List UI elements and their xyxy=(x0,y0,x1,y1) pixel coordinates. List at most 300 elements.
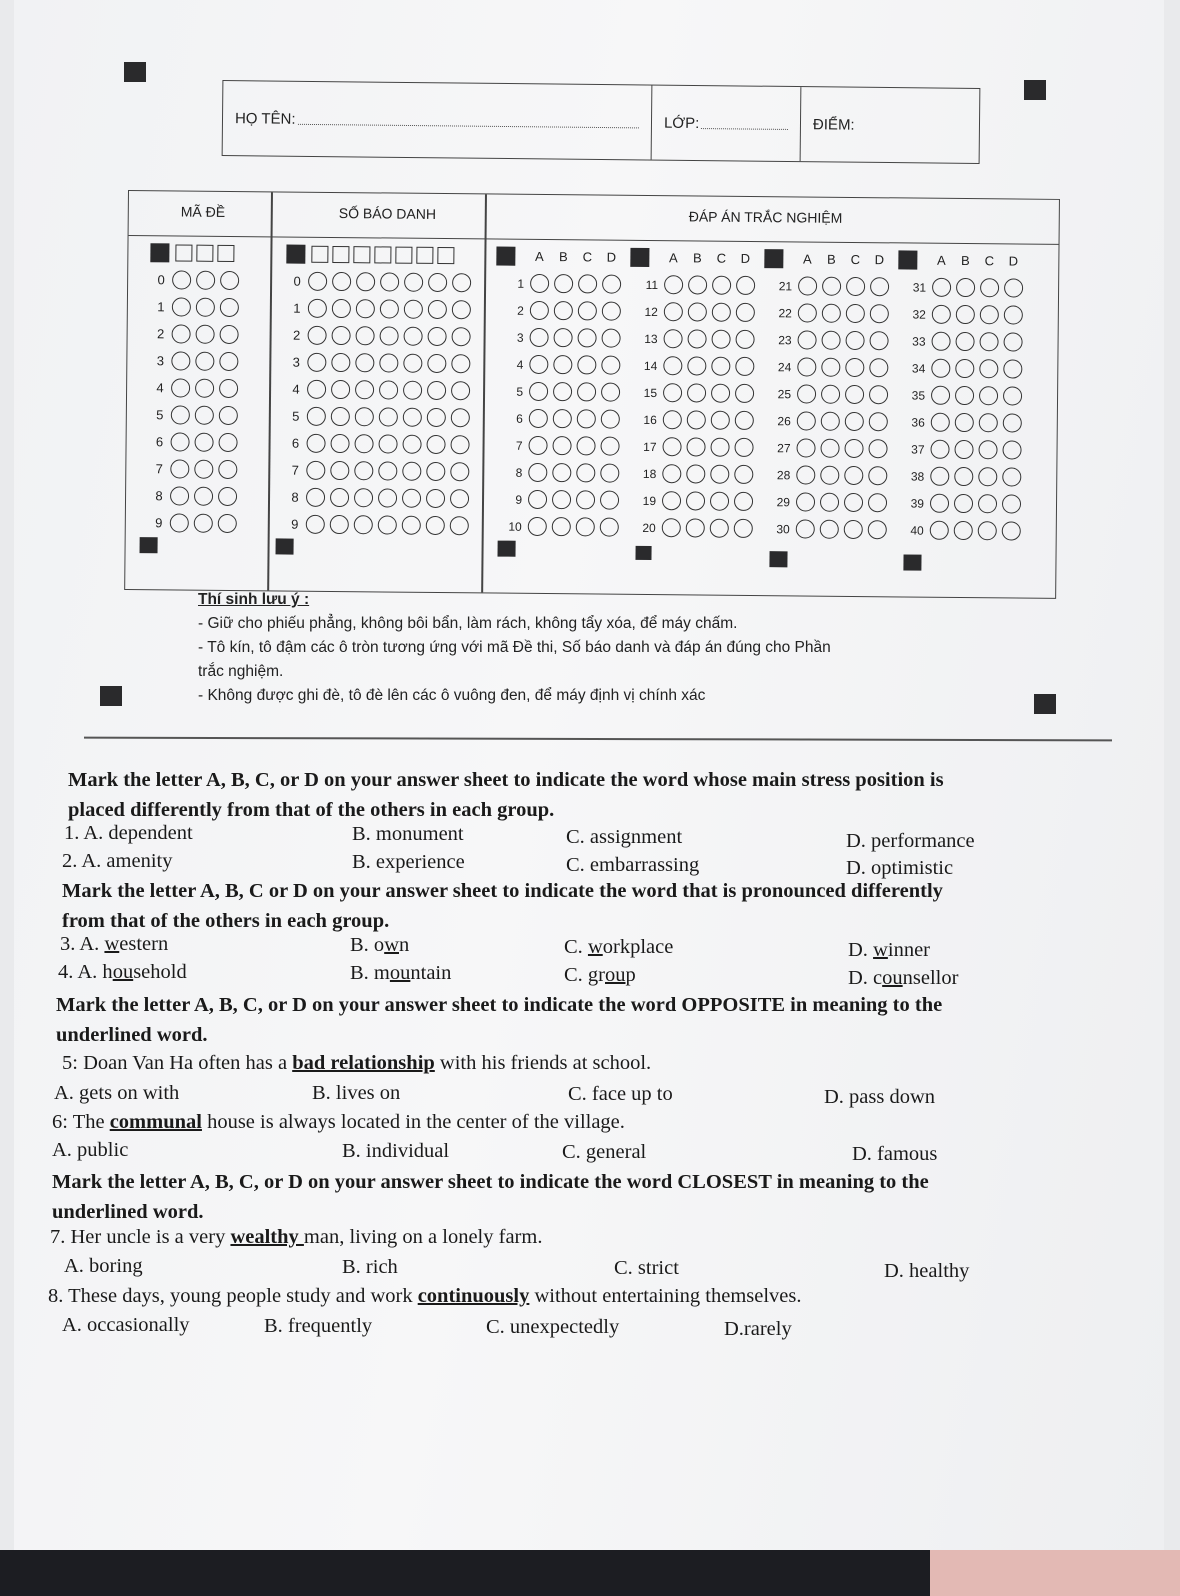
answer-bubble[interactable] xyxy=(530,274,549,293)
answer-bubble[interactable] xyxy=(426,435,445,454)
answer-row xyxy=(628,460,758,488)
answer-bubble[interactable] xyxy=(664,275,683,294)
answer-bubble[interactable] xyxy=(194,460,213,479)
answer-bubble[interactable] xyxy=(932,305,951,324)
answer-bubble[interactable] xyxy=(195,379,214,398)
notes-line: - Không được ghi đè, tô đè lên các ô vuông đen, để máy định vị chính xác xyxy=(198,687,706,704)
answer-bubble[interactable] xyxy=(307,380,326,399)
sbd-write-box[interactable] xyxy=(437,247,454,264)
answer-bubble[interactable] xyxy=(735,384,754,403)
answer-bubble[interactable] xyxy=(870,277,889,296)
answer-bubble[interactable] xyxy=(451,354,470,373)
answer-bubble[interactable] xyxy=(930,521,949,540)
answer-bubble[interactable] xyxy=(600,437,619,456)
answer-bubble[interactable] xyxy=(868,520,887,539)
answer-bubble[interactable] xyxy=(428,327,447,346)
answer-bubble[interactable] xyxy=(308,326,327,345)
answer-bubble[interactable] xyxy=(578,328,597,347)
answer-bubble[interactable] xyxy=(796,465,815,484)
answer-bubble[interactable] xyxy=(529,382,548,401)
registration-mark xyxy=(635,546,651,560)
answer-bubble[interactable] xyxy=(553,409,572,428)
answer-bubble[interactable] xyxy=(330,461,349,480)
ma-de-write-box[interactable] xyxy=(196,245,213,262)
answer-bubble[interactable] xyxy=(577,409,596,428)
answer-bubble[interactable] xyxy=(688,329,707,348)
answer-bubble[interactable] xyxy=(451,381,470,400)
answer-bubble[interactable] xyxy=(306,461,325,480)
sbd-write-box[interactable] xyxy=(416,247,433,264)
answer-bubble[interactable] xyxy=(869,331,888,350)
answer-bubble[interactable] xyxy=(403,381,422,400)
answer-bubble[interactable] xyxy=(846,277,865,296)
answer-bubble[interactable] xyxy=(822,277,841,296)
answer-bubble[interactable] xyxy=(426,462,445,481)
answer-bubble[interactable] xyxy=(306,434,325,453)
q7-option-a: A. boring xyxy=(64,1255,143,1277)
answer-row xyxy=(896,462,1026,490)
answer-bubble[interactable] xyxy=(662,518,681,537)
answer-bubble[interactable] xyxy=(931,386,950,405)
sbd-write-box[interactable] xyxy=(374,246,391,263)
answer-bubble[interactable] xyxy=(663,410,682,429)
digit-label: 2 xyxy=(292,327,301,343)
answer-bubble[interactable] xyxy=(662,491,681,510)
answer-bubble[interactable] xyxy=(664,329,683,348)
answer-bubble[interactable] xyxy=(427,381,446,400)
answer-bubble[interactable] xyxy=(355,353,374,372)
answer-bubble[interactable] xyxy=(820,520,839,539)
answer-bubble[interactable] xyxy=(380,299,399,318)
answer-bubble[interactable] xyxy=(553,382,572,401)
answer-bubble[interactable] xyxy=(663,356,682,375)
answer-bubble[interactable] xyxy=(869,385,888,404)
answer-bubble[interactable] xyxy=(600,464,619,483)
answer-bubble[interactable] xyxy=(1002,521,1021,540)
answer-bubble[interactable] xyxy=(980,278,999,297)
answer-bubble[interactable] xyxy=(218,433,237,452)
answer-bubble[interactable] xyxy=(687,410,706,429)
answer-bubble[interactable] xyxy=(662,437,681,456)
answer-bubble[interactable] xyxy=(955,413,974,432)
answer-bubble[interactable] xyxy=(552,490,571,509)
answer-bubble[interactable] xyxy=(1002,467,1021,486)
answer-bubble[interactable] xyxy=(820,439,839,458)
answer-bubble[interactable] xyxy=(797,384,816,403)
answer-bubble[interactable] xyxy=(452,327,471,346)
q7-option-b: B. rich xyxy=(342,1256,398,1278)
answer-bubble[interactable] xyxy=(869,358,888,377)
answer-bubble[interactable] xyxy=(219,406,238,425)
answer-bubble[interactable] xyxy=(686,518,705,537)
answer-bubble[interactable] xyxy=(687,356,706,375)
answer-bubble[interactable] xyxy=(171,378,190,397)
answer-bubble[interactable] xyxy=(1002,494,1021,513)
choice-letter: C xyxy=(582,249,593,265)
answer-bubble[interactable] xyxy=(196,298,215,317)
answer-bubble[interactable] xyxy=(845,412,864,431)
answer-bubble[interactable] xyxy=(686,437,705,456)
answer-bubble[interactable] xyxy=(380,272,399,291)
answer-bubble[interactable] xyxy=(308,299,327,318)
answer-bubble[interactable] xyxy=(734,519,753,538)
answer-bubble[interactable] xyxy=(552,436,571,455)
answer-bubble[interactable] xyxy=(170,459,189,478)
answer-row xyxy=(630,271,760,299)
score-field[interactable] xyxy=(801,87,980,163)
name-field[interactable] xyxy=(223,81,653,159)
answer-bubble[interactable] xyxy=(378,515,397,534)
answer-bubble[interactable] xyxy=(380,326,399,345)
answer-bubble[interactable] xyxy=(552,463,571,482)
answer-bubble[interactable] xyxy=(330,434,349,453)
answer-bubble[interactable] xyxy=(798,276,817,295)
answer-bubble[interactable] xyxy=(554,328,573,347)
answer-bubble[interactable] xyxy=(379,407,398,426)
answer-bubble[interactable] xyxy=(686,464,705,483)
answer-bubble[interactable] xyxy=(195,352,214,371)
answer-bubble[interactable] xyxy=(552,517,571,536)
answer-bubble[interactable] xyxy=(710,519,729,538)
q6-option-c: C. general xyxy=(562,1141,647,1163)
answer-bubble[interactable] xyxy=(330,515,349,534)
answer-bubble[interactable] xyxy=(578,301,597,320)
answer-bubble[interactable] xyxy=(331,407,350,426)
answer-bubble[interactable] xyxy=(577,382,596,401)
answer-bubble[interactable] xyxy=(194,514,213,533)
answer-bubble[interactable] xyxy=(712,330,731,349)
answer-bubble[interactable] xyxy=(797,357,816,376)
answer-bubble[interactable] xyxy=(170,513,189,532)
answer-bubble[interactable] xyxy=(220,298,239,317)
answer-bubble[interactable] xyxy=(821,385,840,404)
answer-bubble[interactable] xyxy=(710,465,729,484)
answer-bubble[interactable] xyxy=(1004,305,1023,324)
digit-label: 3 xyxy=(156,353,165,369)
answer-bubble[interactable] xyxy=(662,464,681,483)
answer-bubble[interactable] xyxy=(736,330,755,349)
answer-bubble[interactable] xyxy=(868,439,887,458)
answer-bubble[interactable] xyxy=(306,515,325,534)
answer-bubble[interactable] xyxy=(426,516,445,535)
answer-bubble[interactable] xyxy=(978,521,997,540)
answer-bubble[interactable] xyxy=(844,439,863,458)
answer-bubble[interactable] xyxy=(218,487,237,506)
answer-bubble[interactable] xyxy=(712,276,731,295)
answer-bubble[interactable] xyxy=(1004,278,1023,297)
sbd-digit-row xyxy=(285,376,475,405)
answer-bubble[interactable] xyxy=(331,353,350,372)
answer-bubble[interactable] xyxy=(734,465,753,484)
answer-bubble[interactable] xyxy=(428,273,447,292)
answer-bubble[interactable] xyxy=(822,304,841,323)
answer-bubble[interactable] xyxy=(218,460,237,479)
answer-bubble[interactable] xyxy=(404,273,423,292)
answer-bubble[interactable] xyxy=(306,488,325,507)
ma-de-write-box[interactable] xyxy=(217,245,234,262)
answer-bubble[interactable] xyxy=(954,440,973,459)
answer-bubble[interactable] xyxy=(664,302,683,321)
answer-bubble[interactable] xyxy=(170,486,189,505)
sbd-digit-row xyxy=(284,511,474,540)
answer-bubble[interactable] xyxy=(736,303,755,322)
answer-bubble[interactable] xyxy=(979,386,998,405)
answer-bubble[interactable] xyxy=(404,300,423,319)
answer-bubble[interactable] xyxy=(528,490,547,509)
answer-bubble[interactable] xyxy=(978,494,997,513)
answer-bubble[interactable] xyxy=(844,466,863,485)
answer-bubble[interactable] xyxy=(1002,440,1021,459)
answer-row xyxy=(762,434,892,462)
answer-bubble[interactable] xyxy=(577,355,596,374)
answer-bubble[interactable] xyxy=(554,301,573,320)
answer-bubble[interactable] xyxy=(821,412,840,431)
answer-bubble[interactable] xyxy=(1003,332,1022,351)
answer-bubble[interactable] xyxy=(196,325,215,344)
answer-bubble[interactable] xyxy=(196,271,215,290)
answer-bubble[interactable] xyxy=(218,514,237,533)
answer-bubble[interactable] xyxy=(1003,386,1022,405)
answer-bubble[interactable] xyxy=(331,380,350,399)
answer-bubble[interactable] xyxy=(529,355,548,374)
answer-bubble[interactable] xyxy=(868,466,887,485)
section1-instruction xyxy=(68,765,944,825)
answer-bubble[interactable] xyxy=(530,301,549,320)
answer-bubble[interactable] xyxy=(601,356,620,375)
class-field[interactable] xyxy=(652,86,802,162)
answer-bubble[interactable] xyxy=(379,380,398,399)
answer-bubble[interactable] xyxy=(820,466,839,485)
answer-bubble[interactable] xyxy=(798,303,817,322)
answer-bubble[interactable] xyxy=(602,275,621,294)
answer-bubble[interactable] xyxy=(798,330,817,349)
answer-bubble[interactable] xyxy=(931,413,950,432)
answer-bubble[interactable] xyxy=(171,405,190,424)
answer-bubble[interactable] xyxy=(529,409,548,428)
answer-bubble[interactable] xyxy=(450,435,469,454)
question-number: 10 xyxy=(508,519,522,534)
answer-bubble[interactable] xyxy=(450,489,469,508)
answer-bubble[interactable] xyxy=(1003,359,1022,378)
answer-bubble[interactable] xyxy=(332,272,351,291)
answer-bubble[interactable] xyxy=(402,435,421,454)
answer-bubble[interactable] xyxy=(602,302,621,321)
answer-bubble[interactable] xyxy=(378,434,397,453)
answer-bubble[interactable] xyxy=(402,489,421,508)
sbd-write-box[interactable] xyxy=(332,246,349,263)
answer-bubble[interactable] xyxy=(451,408,470,427)
answer-bubble[interactable] xyxy=(330,488,349,507)
answer-bubble[interactable] xyxy=(602,329,621,348)
answer-bubble[interactable] xyxy=(171,351,190,370)
answer-bubble[interactable] xyxy=(404,327,423,346)
answer-row xyxy=(494,486,624,514)
answer-bubble[interactable] xyxy=(354,515,373,534)
answer-bubble[interactable] xyxy=(354,434,373,453)
answer-bubble[interactable] xyxy=(402,516,421,535)
ma-de-digit-row xyxy=(149,320,243,348)
answer-bubble[interactable] xyxy=(528,517,547,536)
q1-option-c: C. assignment xyxy=(566,826,683,848)
answer-bubble[interactable] xyxy=(172,270,191,289)
answer-bubble[interactable] xyxy=(378,488,397,507)
answer-bubble[interactable] xyxy=(869,412,888,431)
ma-de-write-box[interactable] xyxy=(175,244,192,261)
answer-bubble[interactable] xyxy=(576,517,595,536)
answer-bubble[interactable] xyxy=(796,519,815,538)
answer-bubble[interactable] xyxy=(354,488,373,507)
answer-bubble[interactable] xyxy=(307,353,326,372)
answer-bubble[interactable] xyxy=(736,276,755,295)
answer-bubble[interactable] xyxy=(601,410,620,429)
answer-bubble[interactable] xyxy=(845,331,864,350)
notes-title: Thí sinh lưu ý : xyxy=(198,591,310,608)
answer-bubble[interactable] xyxy=(797,411,816,430)
answer-bubble[interactable] xyxy=(686,491,705,510)
answer-bubble[interactable] xyxy=(978,467,997,486)
question-number: 36 xyxy=(911,415,925,430)
answer-bubble[interactable] xyxy=(378,461,397,480)
answer-bubble[interactable] xyxy=(402,462,421,481)
answer-bubble[interactable] xyxy=(356,299,375,318)
answer-bubble[interactable] xyxy=(845,358,864,377)
answer-bubble[interactable] xyxy=(710,492,729,511)
answer-bubble[interactable] xyxy=(307,407,326,426)
q6-option-b: B. individual xyxy=(342,1140,450,1162)
answer-bubble[interactable] xyxy=(956,305,975,324)
instruction-line: Mark the letter A, B, C, or D on your answer sheet to indicate the word CLOSEST in meaning to the xyxy=(52,1171,929,1193)
answer-bubble[interactable] xyxy=(576,463,595,482)
answer-bubble[interactable] xyxy=(219,352,238,371)
answer-bubble[interactable] xyxy=(452,273,471,292)
answer-bubble[interactable] xyxy=(954,494,973,513)
answer-bubble[interactable] xyxy=(845,385,864,404)
answer-bubble[interactable] xyxy=(687,383,706,402)
answer-bubble[interactable] xyxy=(796,438,815,457)
sbd-digit-row xyxy=(285,322,475,351)
answer-bubble[interactable] xyxy=(954,521,973,540)
answer-bubble[interactable] xyxy=(930,494,949,513)
answer-bubble[interactable] xyxy=(979,413,998,432)
answer-bubble[interactable] xyxy=(868,493,887,512)
answer-bubble[interactable] xyxy=(955,332,974,351)
answer-bubble[interactable] xyxy=(844,520,863,539)
sbd-write-box[interactable] xyxy=(311,246,328,263)
answer-bubble[interactable] xyxy=(711,357,730,376)
answer-bubble[interactable] xyxy=(846,304,865,323)
answer-bubble[interactable] xyxy=(955,359,974,378)
answer-bubble[interactable] xyxy=(332,299,351,318)
answer-bubble[interactable] xyxy=(710,438,729,457)
answer-bubble[interactable] xyxy=(711,384,730,403)
answer-bubble[interactable] xyxy=(427,408,446,427)
sbd-write-box[interactable] xyxy=(395,247,412,264)
answer-bubble[interactable] xyxy=(979,359,998,378)
answer-bubble[interactable] xyxy=(931,332,950,351)
answer-bubble[interactable] xyxy=(308,272,327,291)
answer-bubble[interactable] xyxy=(870,304,889,323)
answer-bubble[interactable] xyxy=(735,411,754,430)
answer-bubble[interactable] xyxy=(600,518,619,537)
answer-bubble[interactable] xyxy=(354,461,373,480)
divider xyxy=(84,737,1112,741)
answer-bubble[interactable] xyxy=(428,300,447,319)
answer-bubble[interactable] xyxy=(820,493,839,512)
answer-bubble[interactable] xyxy=(172,324,191,343)
answer-bubble[interactable] xyxy=(554,274,573,293)
answer-bubble[interactable] xyxy=(403,354,422,373)
answer-bubble[interactable] xyxy=(170,432,189,451)
answer-bubble[interactable] xyxy=(427,354,446,373)
answer-bubble[interactable] xyxy=(172,297,191,316)
answer-bubble[interactable] xyxy=(979,332,998,351)
answer-bubble[interactable] xyxy=(553,355,572,374)
sbd-write-box[interactable] xyxy=(353,246,370,263)
answer-bubble[interactable] xyxy=(734,492,753,511)
answer-bubble[interactable] xyxy=(356,326,375,345)
sbd-digit-row xyxy=(285,349,475,378)
answer-bubble[interactable] xyxy=(450,516,469,535)
answer-bubble[interactable] xyxy=(355,380,374,399)
answer-bubble[interactable] xyxy=(576,436,595,455)
answer-bubble[interactable] xyxy=(220,271,239,290)
answer-bubble[interactable] xyxy=(528,436,547,455)
answer-bubble[interactable] xyxy=(956,278,975,297)
answer-bubble[interactable] xyxy=(821,358,840,377)
answer-bubble[interactable] xyxy=(712,303,731,322)
answer-bubble[interactable] xyxy=(194,487,213,506)
answer-bubble[interactable] xyxy=(663,383,682,402)
answer-row xyxy=(897,354,1027,382)
answer-bubble[interactable] xyxy=(452,300,471,319)
answer-bubble[interactable] xyxy=(332,326,351,345)
answer-bubble[interactable] xyxy=(734,438,753,457)
answer-bubble[interactable] xyxy=(932,278,951,297)
answer-bubble[interactable] xyxy=(576,490,595,509)
answer-bubble[interactable] xyxy=(978,440,997,459)
answer-bubble[interactable] xyxy=(426,489,445,508)
answer-bubble[interactable] xyxy=(688,275,707,294)
answer-bubble[interactable] xyxy=(356,272,375,291)
answer-bubble[interactable] xyxy=(930,440,949,459)
answer-bubble[interactable] xyxy=(194,433,213,452)
answer-bubble[interactable] xyxy=(600,491,619,510)
answer-bubble[interactable] xyxy=(403,408,422,427)
answer-bubble[interactable] xyxy=(530,328,549,347)
answer-bubble[interactable] xyxy=(450,462,469,481)
answer-bubble[interactable] xyxy=(980,305,999,324)
answer-bubble[interactable] xyxy=(796,492,815,511)
answer-bubble[interactable] xyxy=(578,274,597,293)
answer-bubble[interactable] xyxy=(1003,413,1022,432)
answer-bubble[interactable] xyxy=(955,386,974,405)
answer-bubble[interactable] xyxy=(821,331,840,350)
answer-bubble[interactable] xyxy=(931,359,950,378)
answer-bubble[interactable] xyxy=(954,467,973,486)
answer-bubble[interactable] xyxy=(355,407,374,426)
answer-bubble[interactable] xyxy=(844,493,863,512)
answer-bubble[interactable] xyxy=(601,383,620,402)
answer-bubble[interactable] xyxy=(688,302,707,321)
answer-bubble[interactable] xyxy=(711,411,730,430)
answer-bubble[interactable] xyxy=(219,379,238,398)
answer-bubble[interactable] xyxy=(195,406,214,425)
answer-bubble[interactable] xyxy=(379,353,398,372)
answer-bubble[interactable] xyxy=(528,463,547,482)
answer-bubble[interactable] xyxy=(930,467,949,486)
answer-bubble[interactable] xyxy=(220,325,239,344)
answer-bubble[interactable] xyxy=(735,357,754,376)
